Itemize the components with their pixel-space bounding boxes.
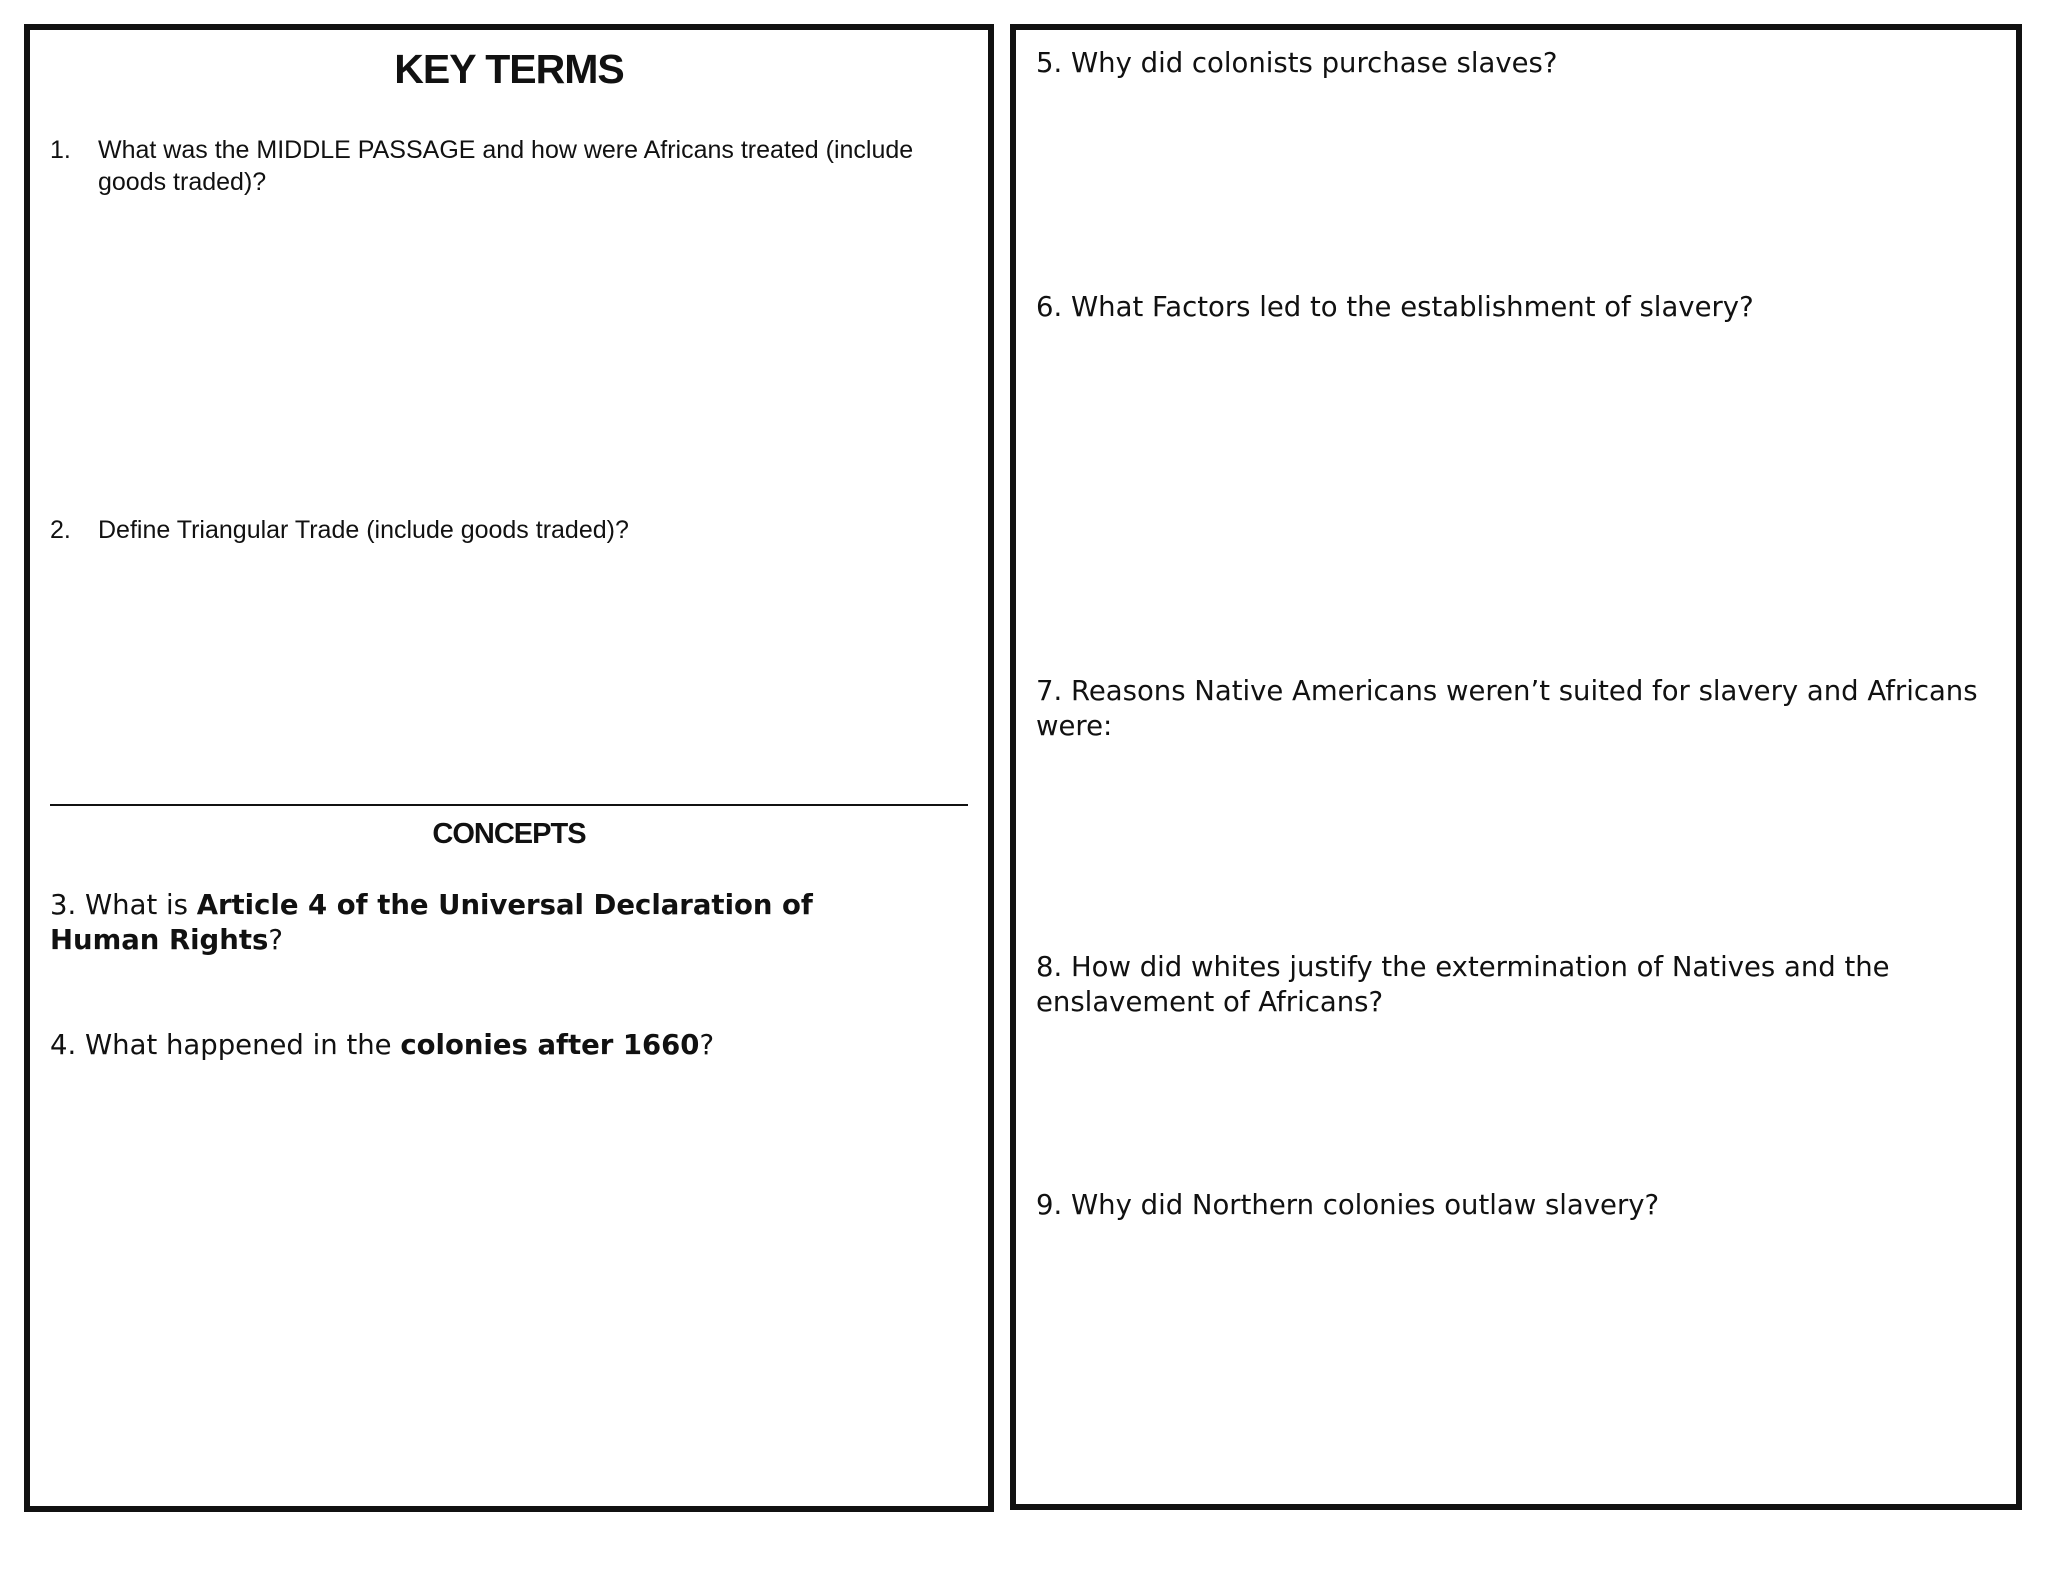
question-1	[50, 134, 958, 198]
question-3-prefix: 3. What is	[50, 889, 197, 921]
question-8: 8. How did whites justify the extermination of Natives and the enslavement of Africans?	[1036, 951, 1890, 1018]
question-3-bold: Article 4 of the Universal Declaration of Human Rights	[50, 889, 813, 956]
question-9: 9. Why did Northern colonies outlaw slavery?	[1036, 1189, 1660, 1221]
question-2-number: 2.	[50, 516, 71, 544]
section-divider	[50, 804, 968, 806]
questions-panel	[1010, 24, 2022, 1510]
concepts-title: CONCEPTS	[432, 818, 586, 850]
key-terms-title: KEY TERMS	[394, 46, 624, 92]
question-5: 5. Why did colonists purchase slaves?	[1036, 47, 1558, 79]
question-4-prefix: 4. What happened in the	[50, 1029, 401, 1061]
key-terms-panel	[24, 24, 994, 1512]
question-4	[50, 1028, 928, 1063]
question-4-suffix: ?	[699, 1029, 715, 1061]
question-4-bold: colonies after 1660	[400, 1029, 700, 1061]
question-7: 7. Reasons Native Americans weren’t suited for slavery and Africans were:	[1036, 675, 1978, 742]
question-3-suffix: ?	[268, 924, 283, 956]
question-2-text: Define Triangular Trade (include goods traded)?	[98, 516, 629, 544]
question-1-number: 1.	[50, 136, 71, 164]
question-2	[50, 514, 958, 546]
question-1-text: What was the MIDDLE PASSAGE and how were Africans treated (include goods traded)?	[98, 136, 914, 196]
question-3	[50, 888, 928, 958]
question-6: 6. What Factors led to the establishment of slavery?	[1036, 291, 1754, 323]
